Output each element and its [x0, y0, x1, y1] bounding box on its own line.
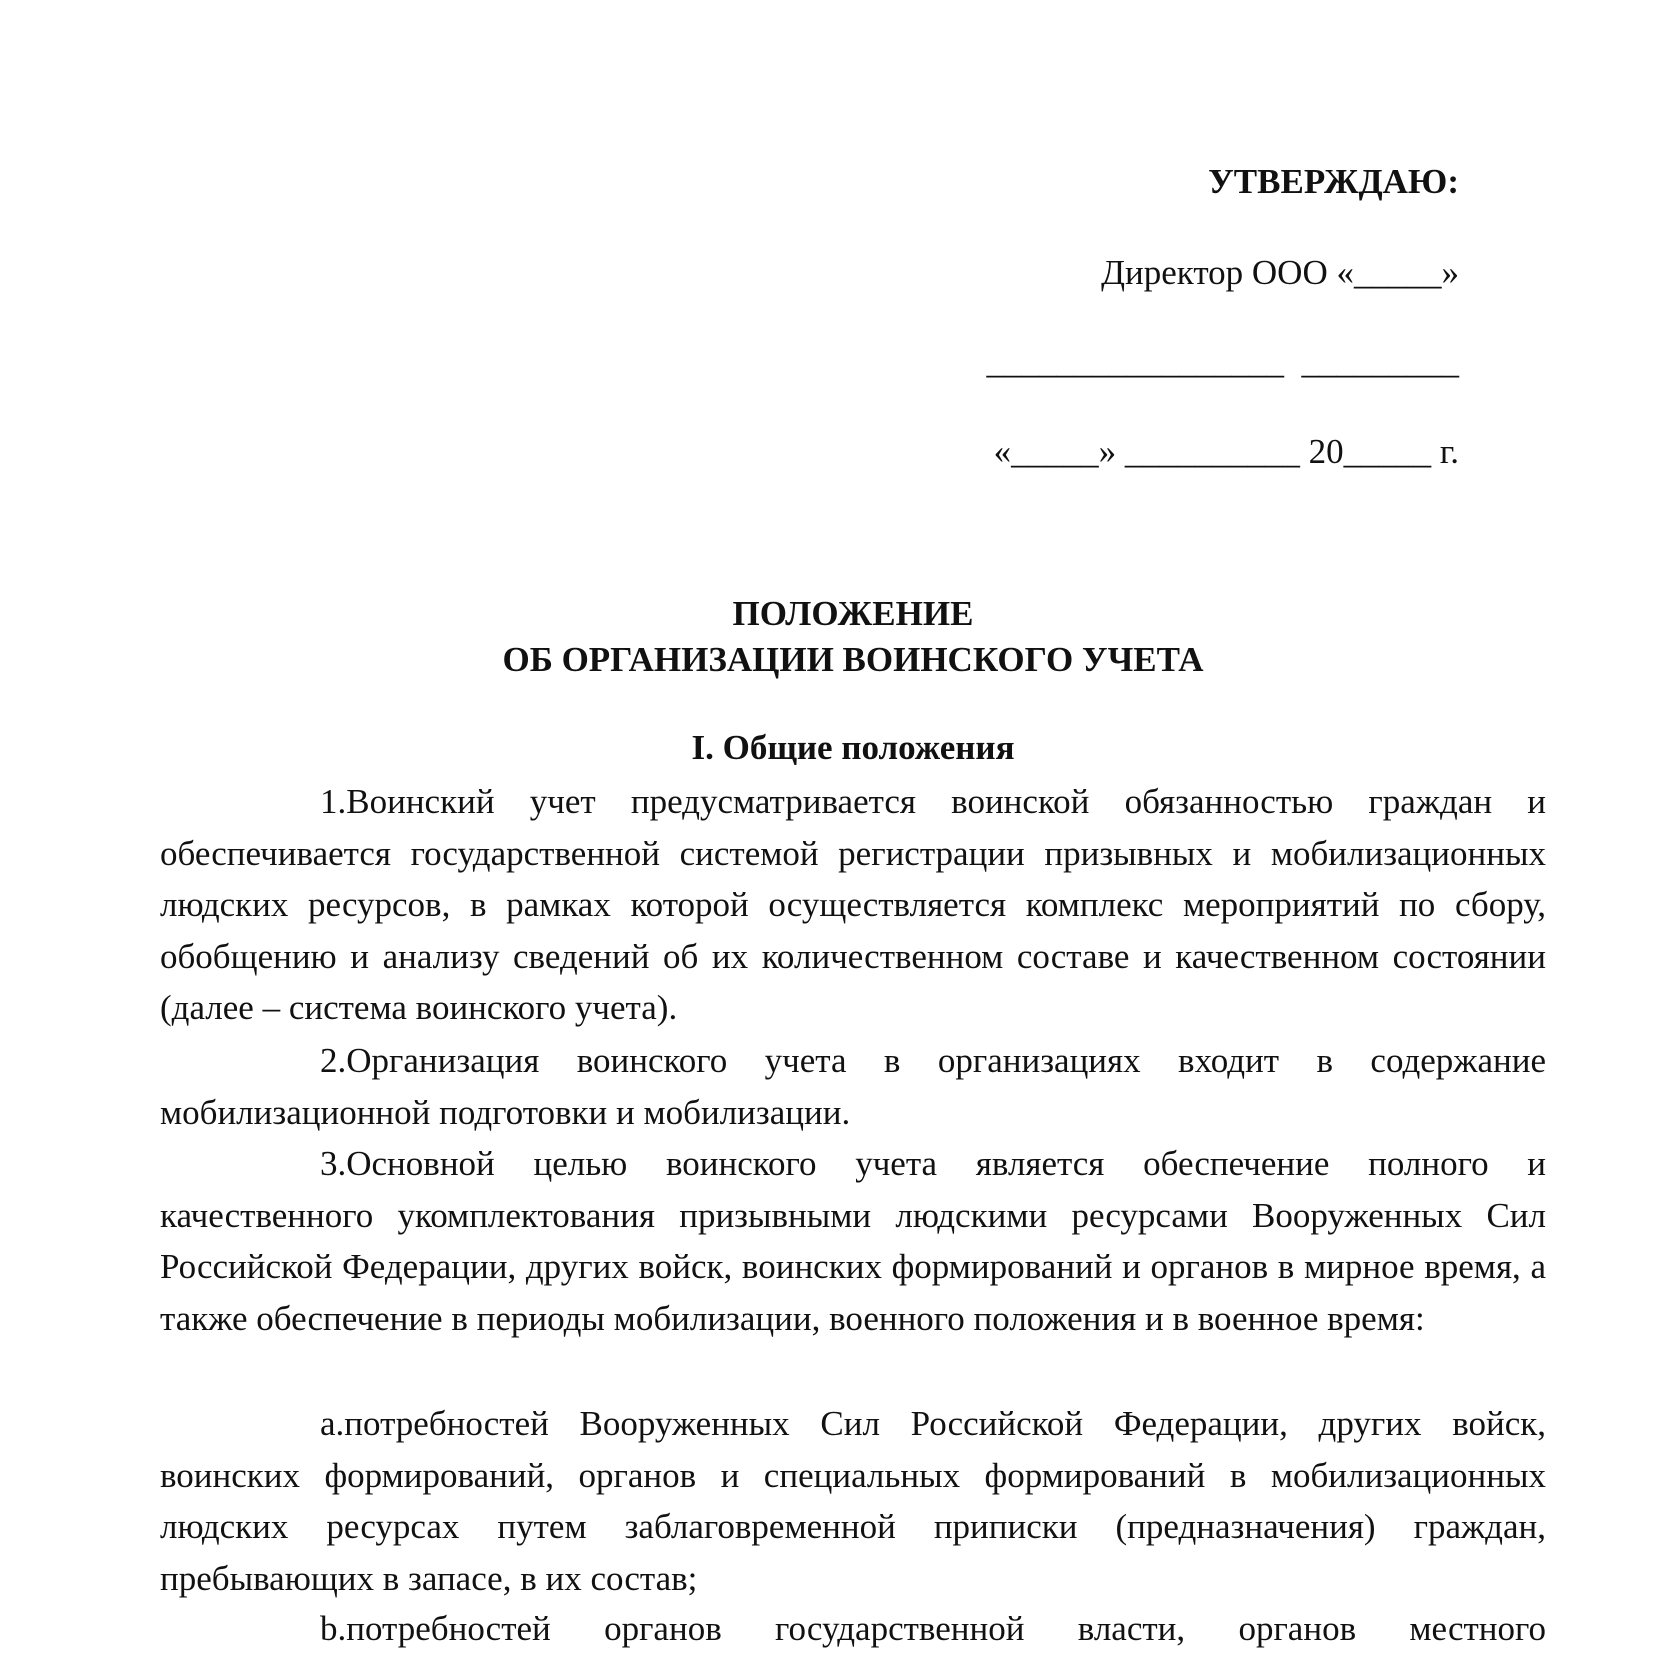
document-subtitle: ОБ ОРГАНИЗАЦИИ ВОИНСКОГО УЧЕТА [502, 640, 1204, 679]
subparagraph-b [160, 1603, 1546, 1655]
signature-line: _________________ _________ [986, 342, 1459, 381]
subparagraph-letter: b. [320, 1609, 347, 1648]
paragraph-3 [160, 1138, 1546, 1344]
date-line: «_____» __________ 20_____ г. [993, 432, 1459, 471]
paragraph-text: Воинский учет предусматривается воинской обязанностью граждан и обеспечивается государственной системой регистрации призывных и мобилизационных людских ресурсов, в рамках которой осуществляется комплекс мероприятий по сбору, обобщению и анализу сведений об их количественном составе и качественном состоянии (далее – система воинского учета). [160, 782, 1546, 1027]
approval-heading: УТВЕРЖДАЮ: [1208, 162, 1459, 201]
paragraph-text: потребностей органов государственной власти, органов местного [346, 1609, 1546, 1648]
document-title: ПОЛОЖЕНИЕ [732, 594, 974, 633]
paragraph-number: 2. [320, 1041, 347, 1080]
subparagraph-letter: a. [320, 1404, 345, 1443]
paragraph-1 [160, 776, 1546, 1034]
director-line: Директор ООО «_____» [1101, 253, 1459, 292]
paragraph-text: Организация воинского учета в организациях входит в содержание мобилизационной подготовки и мобилизации. [160, 1041, 1546, 1132]
paragraph-text: Основной целью воинского учета является обеспечение полного и качественного укомплектования призывными людскими ресурсами Вооруженных Сил Российской Федерации, других войск, воинских формирований и органов в мирное время, а также обеспечение в периоды мобилизации, военного положения и в военное время: [160, 1144, 1546, 1338]
paragraph-number: 3. [320, 1144, 347, 1183]
paragraph-text: потребностей Вооруженных Сил Российской Федерации, других войск, воинских формирований, органов и специальных формирований в мобилизационных людских ресурсах путем заблаговременной приписки (предназначения) граждан, пребывающих в запасе, в их состав; [160, 1404, 1546, 1598]
subparagraph-a [160, 1398, 1546, 1604]
section-heading: I. Общие положения [691, 728, 1015, 767]
paragraph-2 [160, 1035, 1546, 1138]
paragraph-number: 1. [320, 782, 347, 821]
